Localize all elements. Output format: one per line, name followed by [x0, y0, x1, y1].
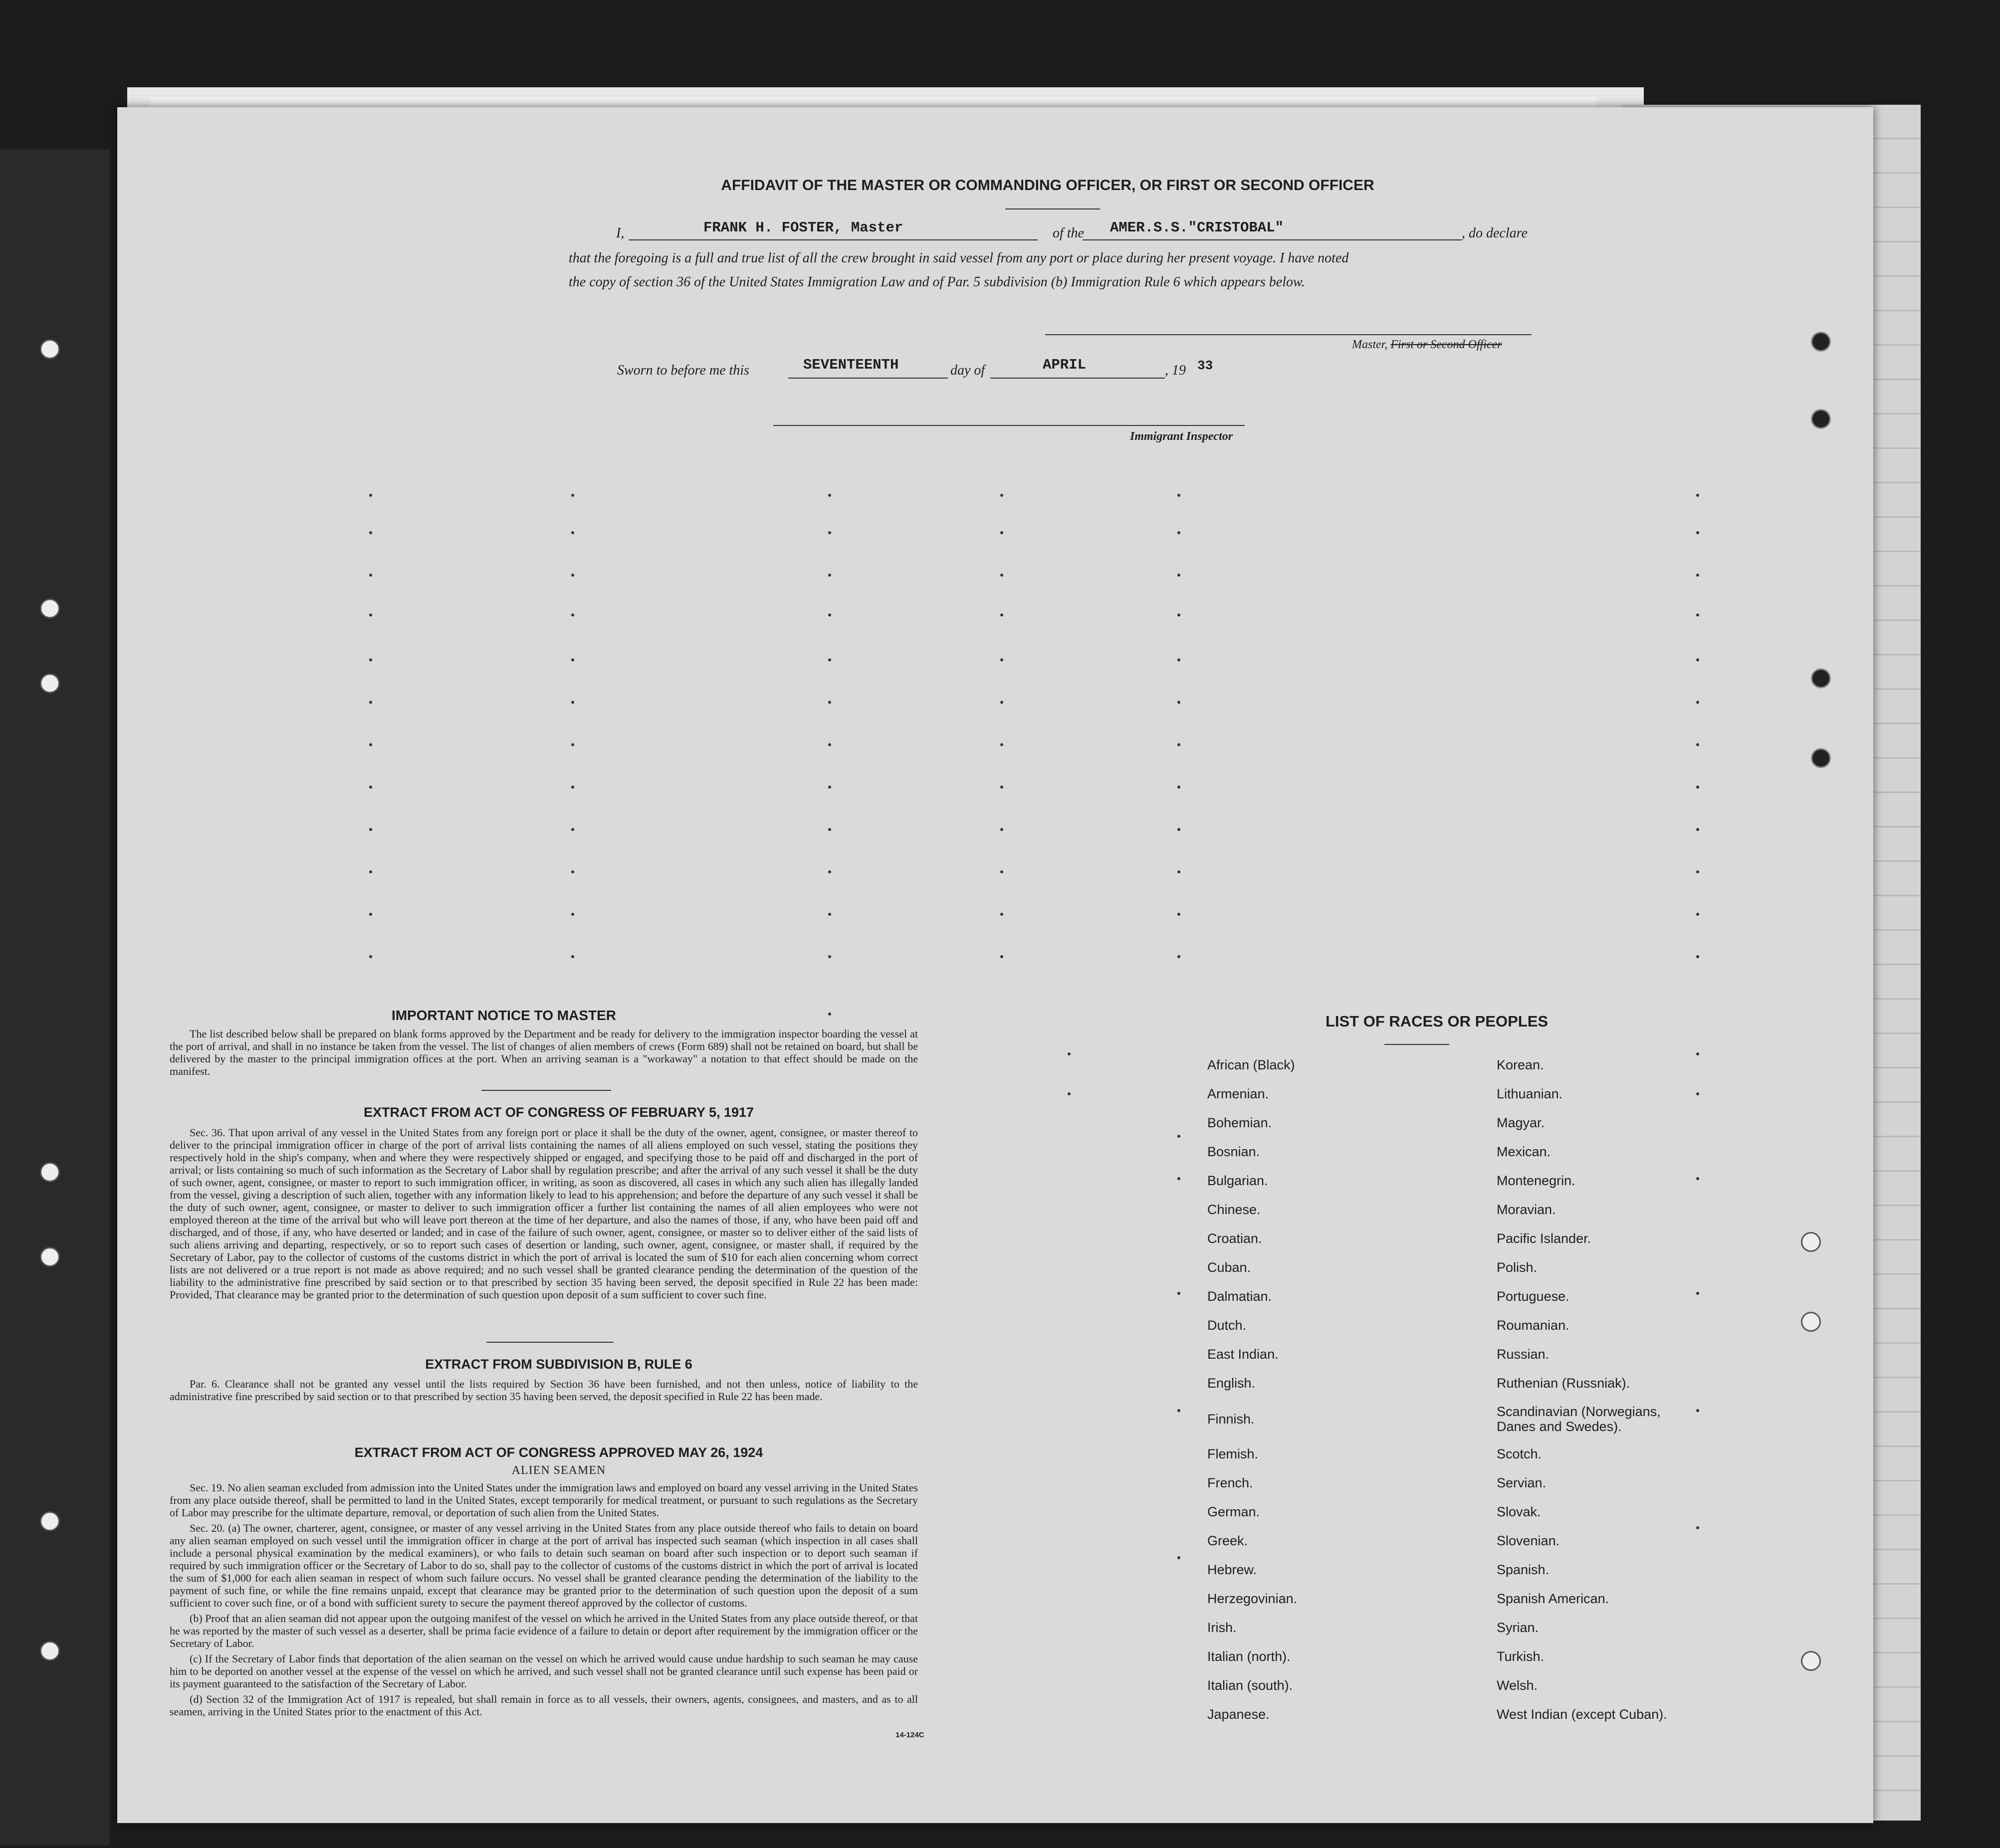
divider — [486, 1342, 614, 1343]
notice-text — [170, 1027, 918, 1080]
race-item: Hebrew. — [1207, 1562, 1257, 1577]
race-item: Greek. — [1207, 1533, 1248, 1548]
race-item: Flemish. — [1207, 1446, 1259, 1461]
sec-20c-paragraph: (c) If the Secretary of Labor finds that deportation of the alien seaman on the vessel on which he arrived would cause undue hardship to such seaman he may cause him to be deported on another vessel at the expense of the vessel on which he arrived, and such vessel shall not be granted clearance until such expense has been paid or its payment guaranteed to the satisfaction of the Secretary of Labor. — [170, 1652, 918, 1690]
of-the-label: of the — [1053, 225, 1084, 241]
i-label: I, — [616, 225, 625, 241]
sec-20a-paragraph: Sec. 20. (a) The owner, charterer, agent, consignee, or master of any vessel arriving in the United States from any place outside thereof who fails to detain on board any alien seaman employed on such vessel until the immigration officer in charge at the port of arrival has inspected such seaman (which inspection in all cases shall include a personal physical examination by the medical examiners), or who fails to detain such seaman on board after such inspection or to deport such seaman if required by such immigration officer or the Secretary of Labor to do so, shall pay to the collector of customs of the customs district in which the port of arrival is located the sum of $1,000 for each alien seaman in respect of whom such failure occurs. No vessel shall be granted clearance pending the determination of the liability to the payment of such fine, or while the fine remains unpaid, except that clearance may be granted prior to the determination of such question upon the deposit of a sum sufficient to cover such fine, or of a bond with sufficient surety to secure the payment thereof approved by the collector of customs. — [170, 1522, 918, 1609]
race-item: Slovak. — [1497, 1504, 1541, 1519]
sworn-year: 33 — [1197, 358, 1213, 373]
race-item: Slovenian. — [1497, 1533, 1560, 1548]
race-item: Portuguese. — [1497, 1289, 1569, 1304]
race-item: Cuban. — [1207, 1260, 1251, 1275]
affidavit-body-line-1: that the foregoing is a full and true list of all the crew brought in said vessel from any port or place during her present voyage. I have noted — [569, 250, 1349, 266]
par-6-paragraph: Par. 6. Clearance shall not be granted any vessel until the lists required by Section 36 have been furnished, and not then unless, notice of liability to the administrative fine prescribed by said section or to that prescribed by section 35 having been served, the deposit specified in Rule 22 has been made. — [170, 1378, 918, 1403]
race-item: West Indian (except Cuban). — [1497, 1707, 1667, 1722]
vessel-name: AMER.S.S."CRISTOBAL" — [1110, 219, 1284, 236]
notice-title: IMPORTANT NOTICE TO MASTER — [391, 1008, 617, 1023]
alien-seamen-subtitle: ALIEN SEAMEN — [511, 1464, 606, 1477]
race-item: Scandinavian (Norwegians, Danes and Swedes). — [1497, 1404, 1661, 1434]
sworn-month: APRIL — [1043, 357, 1087, 373]
race-item: Turkish. — [1497, 1649, 1545, 1664]
race-item: East Indian. — [1207, 1347, 1279, 1362]
struck-officer-label: First or Second Officer — [1390, 338, 1502, 351]
race-item: Dutch. — [1207, 1318, 1247, 1333]
race-item: English. — [1207, 1376, 1256, 1391]
races-list — [1207, 1057, 1706, 1736]
affidavit-body-line-2: the copy of section 36 of the United States Immigration Law and of Par. 5 subdivision (b) Immigration Rule 6 which appears below. — [569, 274, 1305, 290]
day-of-label: day of — [950, 363, 985, 378]
race-item: Welsh. — [1497, 1678, 1538, 1693]
section-36-paragraph: Sec. 36. That upon arrival of any vessel in the United States from any foreign port or place it shall be the duty of the owner, agent, consignee, or master thereof to deliver to the principal immigration officer in charge of the port of arrival lists containing the names of all aliens employed on such vessel, stating the positions they respectively hold in the ship's company, when and where they were respectively shipped or engaged, and specifying those to be paid off and discharged in the port of arrival; or lists containing so much of such information as the Secretary of Labor shall by regulation prescribe; and after the arrival of any such vessel it shall be the duty of such owner, agent, consignee, or master to report to such immigration officer, in writing, as soon as discovered, all cases in which any such alien has illegally landed from the vessel, giving a description of such alien, together with any information likely to lead to his apprehension; and before the departure of any such vessel it shall be the duty of such owner, agent, consignee, or master to deliver to such immigration officer a further list containing the names of all alien employees who were not employed thereon at the time of the arrival but who will leave port thereon at the time of her departure, and also the names of those, if any, who have been paid off and discharged, and of those, if any, who have deserted or landed; and in case of the failure of such owner, agent, consignee, or master so to deliver either of the said lists of such aliens arriving and departing, respectively, or so to report such cases of desertion or landing, such owner, agent, consignee, or master shall, if required by the Secretary of Labor, pay to the collector of customs of the customs district in which the port of arrival is located the sum of $10 for each alien concerning whom correct lists are not delivered or a true report is not made as above required; and no such vessel shall be granted clearance pending the determination of the question of the liability to the administrative fine prescribed by said section or to that prescribed by section 35 having been served, the deposit specified in Rule 22 has been made: Provided, That clearance may be granted prior to the determination of such question upon deposit of a sum sufficient to cover such fine. — [170, 1126, 918, 1301]
do-declare-label: , do declare — [1462, 225, 1528, 241]
race-item: Pacific Islander. — [1497, 1231, 1591, 1246]
race-item: African (Black) — [1207, 1057, 1295, 1072]
race-item: Korean. — [1497, 1057, 1544, 1072]
race-item: Herzegovinian. — [1207, 1591, 1298, 1606]
extract-1917-text — [170, 1126, 918, 1304]
race-item: Montenegrin. — [1497, 1173, 1575, 1188]
notice-paragraph: The list described below shall be prepared on blank forms approved by the Department and be ready for delivery to the immigration inspector boarding the vessel at the port of arrival, and shall in no instance be taken from the vessel. The list of changes of alien members of crews (Form 689) shall not be retained on board, but shall be delivered by the master to the principal immigration offices at the port. When an arriving seaman is a "workaway" a notation to that effect should be made on the manifest. — [170, 1027, 918, 1077]
race-item: Spanish. — [1497, 1562, 1550, 1577]
race-item: French. — [1207, 1475, 1253, 1490]
rule6-text — [170, 1378, 918, 1406]
form-number: 14-124C — [895, 1731, 924, 1739]
race-item: Moravian. — [1497, 1202, 1556, 1217]
race-item: Roumanian. — [1497, 1318, 1569, 1333]
race-item: Irish. — [1207, 1620, 1237, 1635]
race-item: Chinese. — [1207, 1202, 1261, 1217]
extract-1917-title: EXTRACT FROM ACT OF CONGRESS OF FEBRUARY 5, 1917 — [363, 1105, 754, 1120]
master-name: FRANK H. FOSTER, Master — [703, 219, 903, 236]
race-item: Ruthenian (Russniak). — [1497, 1376, 1630, 1391]
races-title: LIST OF RACES OR PEOPLES — [1325, 1013, 1549, 1030]
year-prefix: , 19 — [1165, 363, 1186, 378]
race-item: Bosnian. — [1207, 1144, 1260, 1159]
race-item: Servian. — [1497, 1475, 1547, 1490]
race-item: Polish. — [1497, 1260, 1538, 1275]
race-item: German. — [1207, 1504, 1260, 1519]
sec-19-paragraph: Sec. 19. No alien seaman excluded from admission into the United States under the immigration laws and employed on board any vessel arriving in the United States from any place outside thereof, shall be permitted to land in the United States, except temporarily for medical treatment, or pursuant to such regulations as the Secretary of Labor may prescribe for the ultimate departure, removal, or deportation of such alien from the United States. — [170, 1481, 918, 1519]
sworn-day: SEVENTEENTH — [803, 357, 899, 373]
sec-20d-paragraph: (d) Section 32 of the Immigration Act of 1917 is repealed, but shall remain in force as to all vessels, their owners, agents, consignees, and masters, and as to all seamen, arriving in the United States prior to the enactment of this Act. — [170, 1693, 918, 1718]
race-item: Japanese. — [1207, 1707, 1270, 1722]
race-item: Magyar. — [1497, 1115, 1545, 1130]
race-item: Lithuanian. — [1497, 1086, 1563, 1101]
divider — [1384, 1044, 1449, 1045]
rule6-title: EXTRACT FROM SUBDIVISION B, RULE 6 — [425, 1357, 692, 1372]
master-label: Master, — [1352, 338, 1388, 351]
extract-1924-title: EXTRACT FROM ACT OF CONGRESS APPROVED MAY 26, 1924 — [354, 1445, 763, 1460]
divider — [481, 1090, 611, 1091]
inspector-label: Immigrant Inspector — [1130, 430, 1233, 443]
race-item: Spanish American. — [1497, 1591, 1609, 1606]
race-item: Italian (north). — [1207, 1649, 1291, 1664]
race-item: Armenian. — [1207, 1086, 1269, 1101]
sworn-label: Sworn to before me this — [617, 363, 749, 378]
race-item: Syrian. — [1497, 1620, 1539, 1635]
race-item: Russian. — [1497, 1347, 1550, 1362]
sec-20b-paragraph: (b) Proof that an alien seaman did not appear upon the outgoing manifest of the vessel on which he arrived in the United States from any place outside thereof, or that he was reported by the master of such vessel as a deserter, shall be prima facie evidence of a failure to detain or deport after requirement by the immigration officer or the Secretary of Labor. — [170, 1612, 918, 1649]
extract-1924-text — [170, 1481, 918, 1721]
race-item: Dalmatian. — [1207, 1289, 1272, 1304]
race-item: Scotch. — [1497, 1446, 1542, 1461]
race-item: Mexican. — [1497, 1144, 1551, 1159]
race-item: Italian (south). — [1207, 1678, 1293, 1693]
race-item: Bulgarian. — [1207, 1173, 1268, 1188]
race-item: Croatian. — [1207, 1231, 1262, 1246]
affidavit-title: AFFIDAVIT OF THE MASTER OR COMMANDING OFFICER, OR FIRST OR SECOND OFFICER — [721, 177, 1374, 194]
race-item: Bohemian. — [1207, 1115, 1272, 1130]
race-item: Finnish. — [1207, 1412, 1255, 1427]
